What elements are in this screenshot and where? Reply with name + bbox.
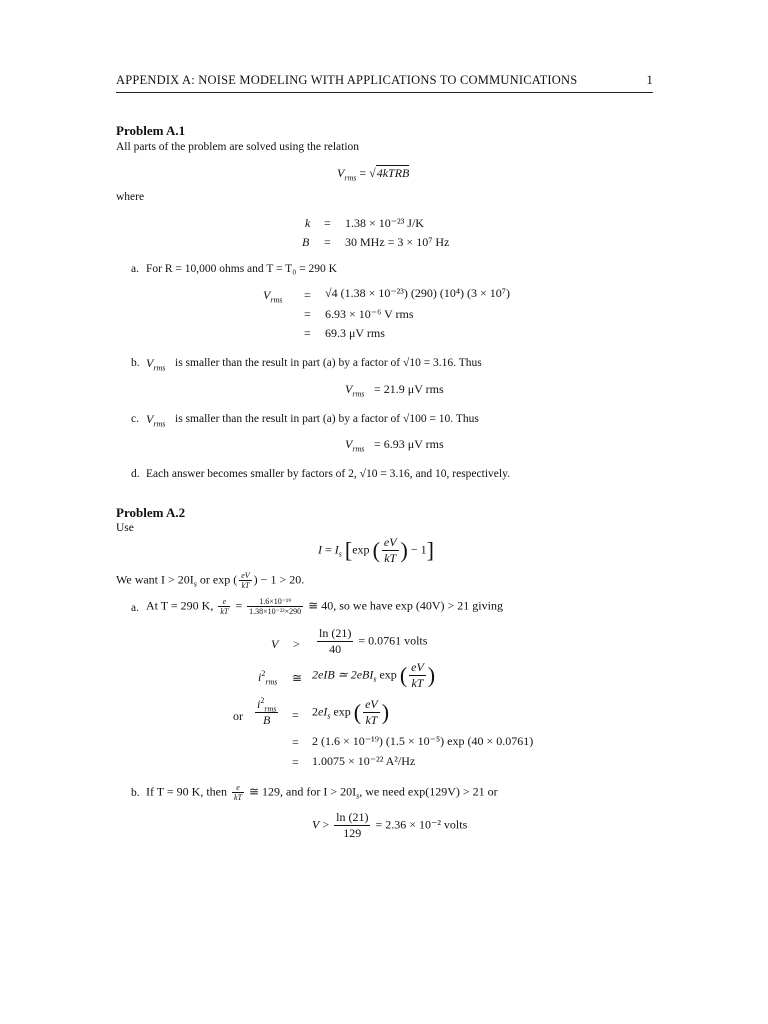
problem-a2-heading: Problem A.2	[116, 505, 186, 520]
line4-rhs: 2 (1.6 × 10⁻¹⁹) (1.5 × 10⁻⁵) exp (40 × 0.0761)	[312, 734, 534, 748]
a2-part-a-label: a.	[131, 602, 139, 614]
a1-eq3: =	[304, 326, 311, 340]
a1-line3: 69.3 μV rms	[325, 326, 385, 340]
a1-part-a-text: For R = 10,000 ohms and T = T₀ = 290 K	[146, 263, 337, 275]
v-rhs: = 0.0761 volts	[358, 633, 428, 648]
a2-part-b-text-3: , we need exp(129V) > 21 or	[359, 784, 498, 799]
a2-part-b-text-1: If T = 90 K, then	[146, 784, 227, 799]
want-condition: We want $I > 20I_s$ or exp ( $\frac{eV}{kT}$ ) − 1 > 20.	[116, 571, 305, 590]
k-symbol: k	[305, 216, 311, 230]
a1-part-b-vrms: $V_{rms}$	[146, 356, 166, 373]
want-text-1: We want I > 20I	[116, 572, 194, 587]
a1-part-d-label: d.	[131, 468, 140, 480]
a2-frac-den: 1.38×10⁻²³×290	[249, 607, 302, 616]
problem-a1-intro: All parts of the problem are solved using the relation	[116, 141, 360, 153]
a1-part-d-text: Each answer becomes smaller by factors of 2, √10 = 3.16, and 10, respectively.	[146, 468, 510, 480]
a2-part-a-text-2: ≅ 40, so we have exp (40V) > 21 giving	[308, 598, 503, 613]
v-symbol: V	[271, 637, 279, 651]
b-equals: =	[324, 235, 331, 249]
want-text-3: − 1 > 20.	[260, 572, 305, 587]
problem-a2-use: Use	[116, 522, 134, 534]
vrms-relation: $V_{rms}$ = √4kTRB	[337, 166, 410, 183]
a1-part-a-label: a.	[131, 263, 139, 275]
a1-vrms-lhs: $V_{rms}$	[263, 288, 283, 305]
running-header	[116, 72, 653, 93]
k-equals: =	[324, 216, 331, 230]
eq-4: =	[292, 708, 299, 722]
irms-rhs: 2eIB ≃ 2eBI$_s$ exp ( $\frac{eV}{kT}$ )	[312, 660, 436, 690]
vb-expression: V > $\frac{\ln (21)}{129}$ = 2.36 × 10⁻² volts	[312, 810, 468, 840]
line3-rhs: $2eI_s$ exp ( $\frac{eV}{kT}$ )	[312, 697, 390, 727]
irms-approx: ≅	[292, 671, 303, 685]
vb-num: ln (21)	[336, 810, 369, 824]
a1-part-c-label: c.	[131, 413, 139, 425]
a1-line2: 6.93 × 10⁻⁶ V rms	[325, 307, 414, 321]
or-label: or	[233, 709, 243, 723]
a2-part-b-text-2: ≅ 129, and for I > 20I	[248, 784, 357, 799]
a1-eq1: =	[304, 288, 311, 302]
irms-mid: 2eIB ≃ 2eBI	[312, 667, 374, 682]
a1-part-c-vrms-2: $V_{rms}$	[345, 437, 365, 454]
a2-frac-num: 1.6×10⁻¹⁹	[247, 597, 303, 607]
b-symbol: B	[302, 235, 310, 249]
a1-part-b-label: b.	[131, 357, 140, 369]
vb-rhs: = 2.36 × 10⁻² volts	[375, 817, 468, 832]
a1-part-b-vrms-2: $V_{rms}$	[345, 382, 365, 399]
a1-part-c-text: is smaller than the result in part (a) by a factor of √100 = 10. Thus	[175, 413, 479, 425]
v-num: ln (21)	[319, 626, 352, 640]
where-label: where	[116, 191, 145, 203]
want-text-2: or exp	[199, 572, 231, 587]
a1-eq2: =	[304, 307, 311, 321]
page-number: 1	[646, 73, 653, 87]
k-value: 1.38 × 10⁻²³ J/K	[345, 216, 424, 230]
eq-5: =	[292, 735, 299, 749]
line5-rhs: 1.0075 × 10⁻²² A²/Hz	[312, 754, 416, 768]
a2-part-a-text-1: At T = 290 K,	[146, 598, 214, 613]
problem-a1-heading: Problem A.1	[116, 123, 186, 138]
header-title: APPENDIX A: NOISE MODELING WITH APPLICATIONS TO COMMUNICATIONS	[116, 73, 578, 87]
a2-part-b-label: b.	[131, 787, 140, 799]
a1-part-c-vrms: $V_{rms}$	[146, 412, 166, 429]
irms-lhs: $i^2_{rms}$	[258, 669, 278, 687]
eq-6: =	[292, 755, 299, 769]
v-expression	[315, 626, 427, 657]
a1-part-b-text: is smaller than the result in part (a) by a factor of √10 = 3.16. Thus	[175, 357, 482, 369]
a2-part-a-line: At T = 290 K, $\frac{e}{kT}$ = $\frac{\text{1.6×10⁻¹⁹}}{\text{1.38×10⁻²³×290}}$ ≅ 40, so we have exp (40V) > 21 giving	[146, 597, 503, 616]
b-value: 30 MHz = 3 × 10⁷ Hz	[345, 235, 450, 249]
a1-part-c-result: = 6.93 μV rms	[374, 437, 444, 451]
a2-part-b-line: If T = 90 K, then $\frac{e}{kT}$ ≅ 129, and for $I > 20I_s$, we need exp(129V) > 21 or	[146, 783, 498, 802]
vb-den: 129	[343, 826, 362, 840]
v-den: 40	[329, 642, 342, 656]
irms-over-b: $\frac{i^2_{rms}}{B}$	[257, 696, 277, 727]
v-gt: >	[293, 637, 300, 651]
diode-equation: $I = I_s$ [exp ( $\frac{eV}{kT}$ ) − 1]	[318, 535, 434, 565]
a1-line1: √4 (1.38 × 10⁻²³) (290) (10⁴) (3 × 10⁷)	[325, 286, 510, 300]
a1-part-b-result: = 21.9 μV rms	[374, 382, 444, 396]
